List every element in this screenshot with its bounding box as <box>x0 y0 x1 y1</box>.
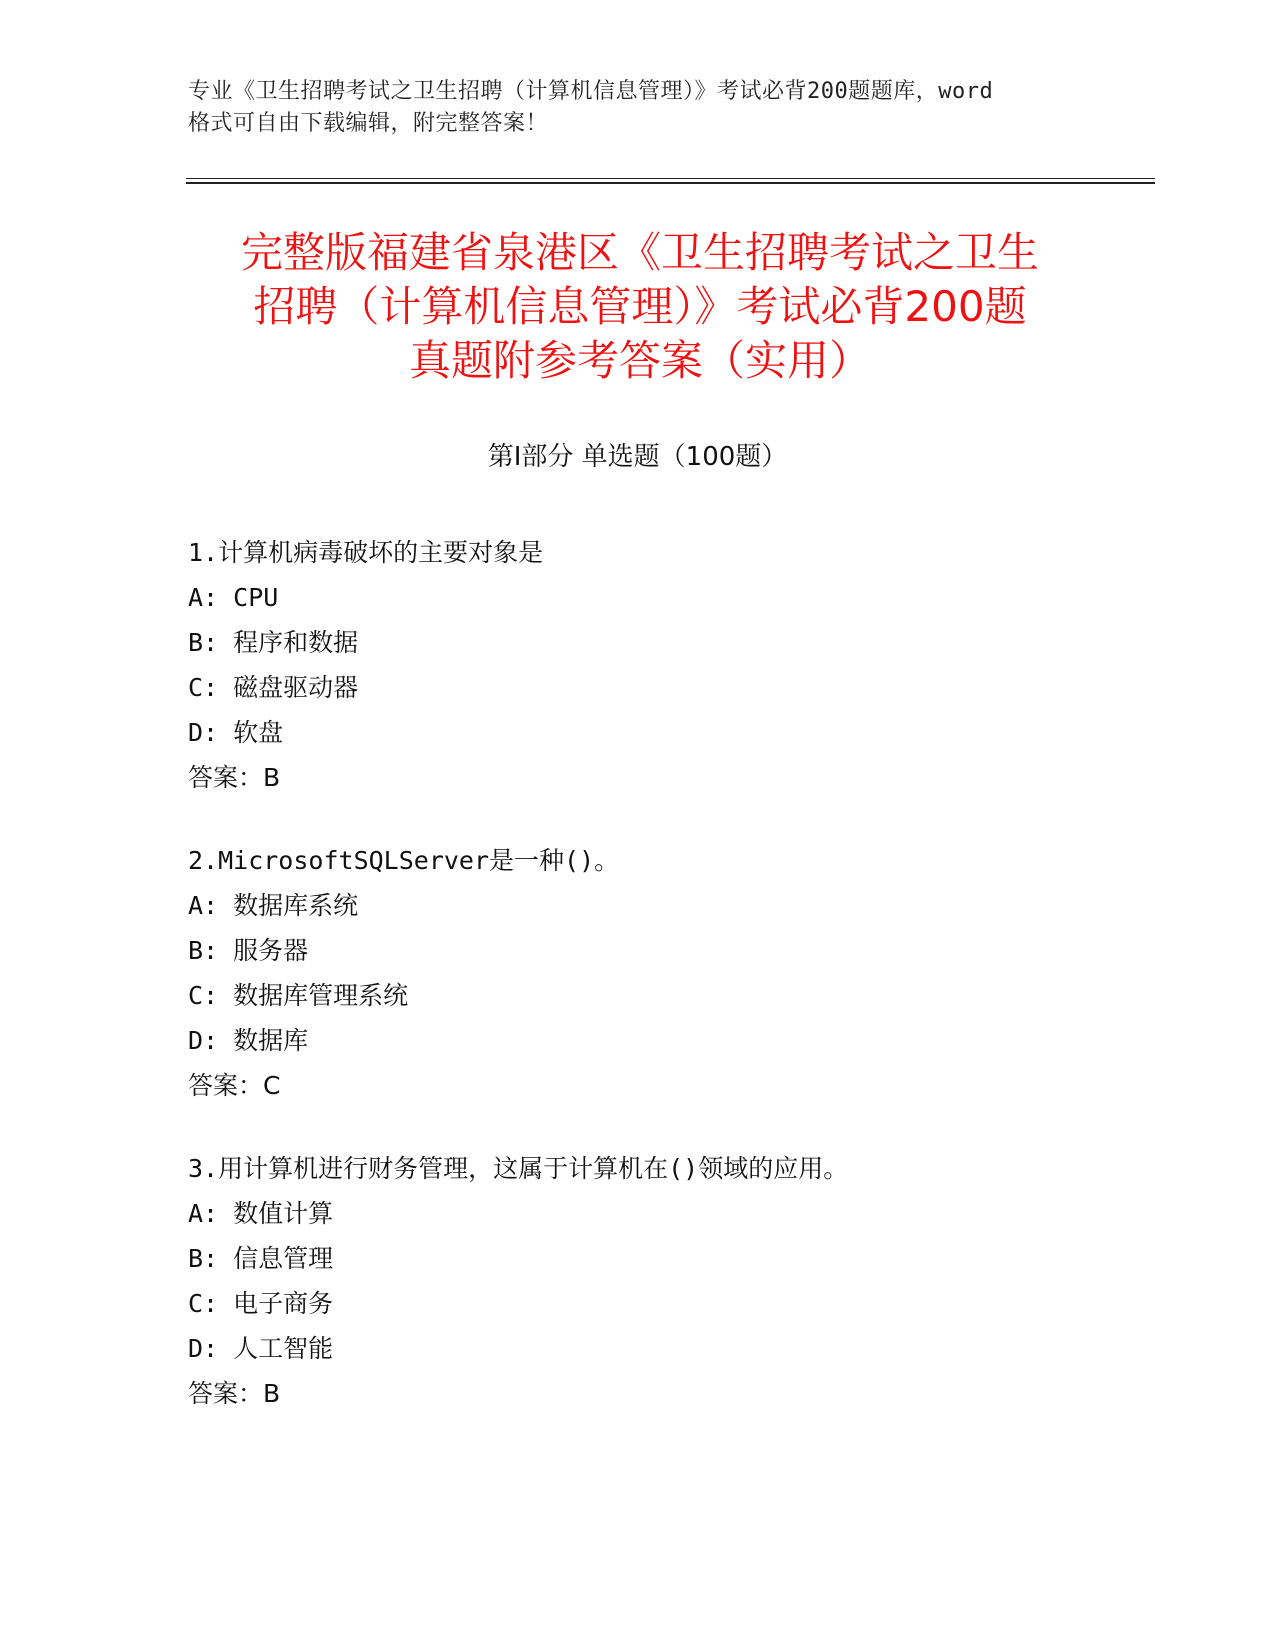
answer-text: 答案：C <box>188 1071 281 1100</box>
answer-text: 答案：B <box>188 1379 281 1408</box>
option-d: D: 人工智能 <box>188 1334 334 1363</box>
question-item <box>188 838 1148 1108</box>
option-c: C: 数据库管理系统 <box>188 981 409 1010</box>
section-title: 第Ⅰ部分 单选题（100题） <box>487 442 788 472</box>
option-d: D: 软盘 <box>188 718 284 747</box>
header-note-line-1: 专业《卫生招聘考试之卫生招聘（计算机信息管理）》考试必背200题题库，word <box>188 79 994 104</box>
option-a: A: CPU <box>188 583 279 612</box>
option-d: D: 数据库 <box>188 1026 309 1055</box>
header-note <box>188 76 1093 140</box>
document-title-line-1: 完整版福建省泉港区《卫生招聘考试之卫生 <box>240 228 1039 277</box>
question-text: 2.MicrosoftSQLServer是一种()。 <box>188 846 620 875</box>
option-a: A: 数据库系统 <box>188 891 359 920</box>
question-text: 1.计算机病毒破坏的主要对象是 <box>188 538 544 567</box>
question-text: 3.用计算机进行财务管理，这属于计算机在()领域的应用。 <box>188 1154 849 1183</box>
option-b: B: 服务器 <box>188 936 309 965</box>
document-title <box>190 226 1090 388</box>
option-c: C: 电子商务 <box>188 1289 334 1318</box>
header-divider-thick <box>186 182 1155 184</box>
answer-text: 答案：B <box>188 763 281 792</box>
option-a: A: 数值计算 <box>188 1199 334 1228</box>
document-title-line-2: 招聘（计算机信息管理）》考试必背200题 <box>253 282 1027 331</box>
option-b: B: 信息管理 <box>188 1244 334 1273</box>
question-item <box>188 530 1148 800</box>
header-note-line-2: 格式可自由下载编辑，附完整答案！ <box>188 111 549 136</box>
header-divider-thin <box>186 178 1155 179</box>
document-title-line-3: 真题附参考答案（实用） <box>408 336 871 385</box>
question-list <box>188 530 1148 1454</box>
option-c: C: 磁盘驱动器 <box>188 673 359 702</box>
question-item <box>188 1146 1148 1416</box>
option-b: B: 程序和数据 <box>188 628 359 657</box>
